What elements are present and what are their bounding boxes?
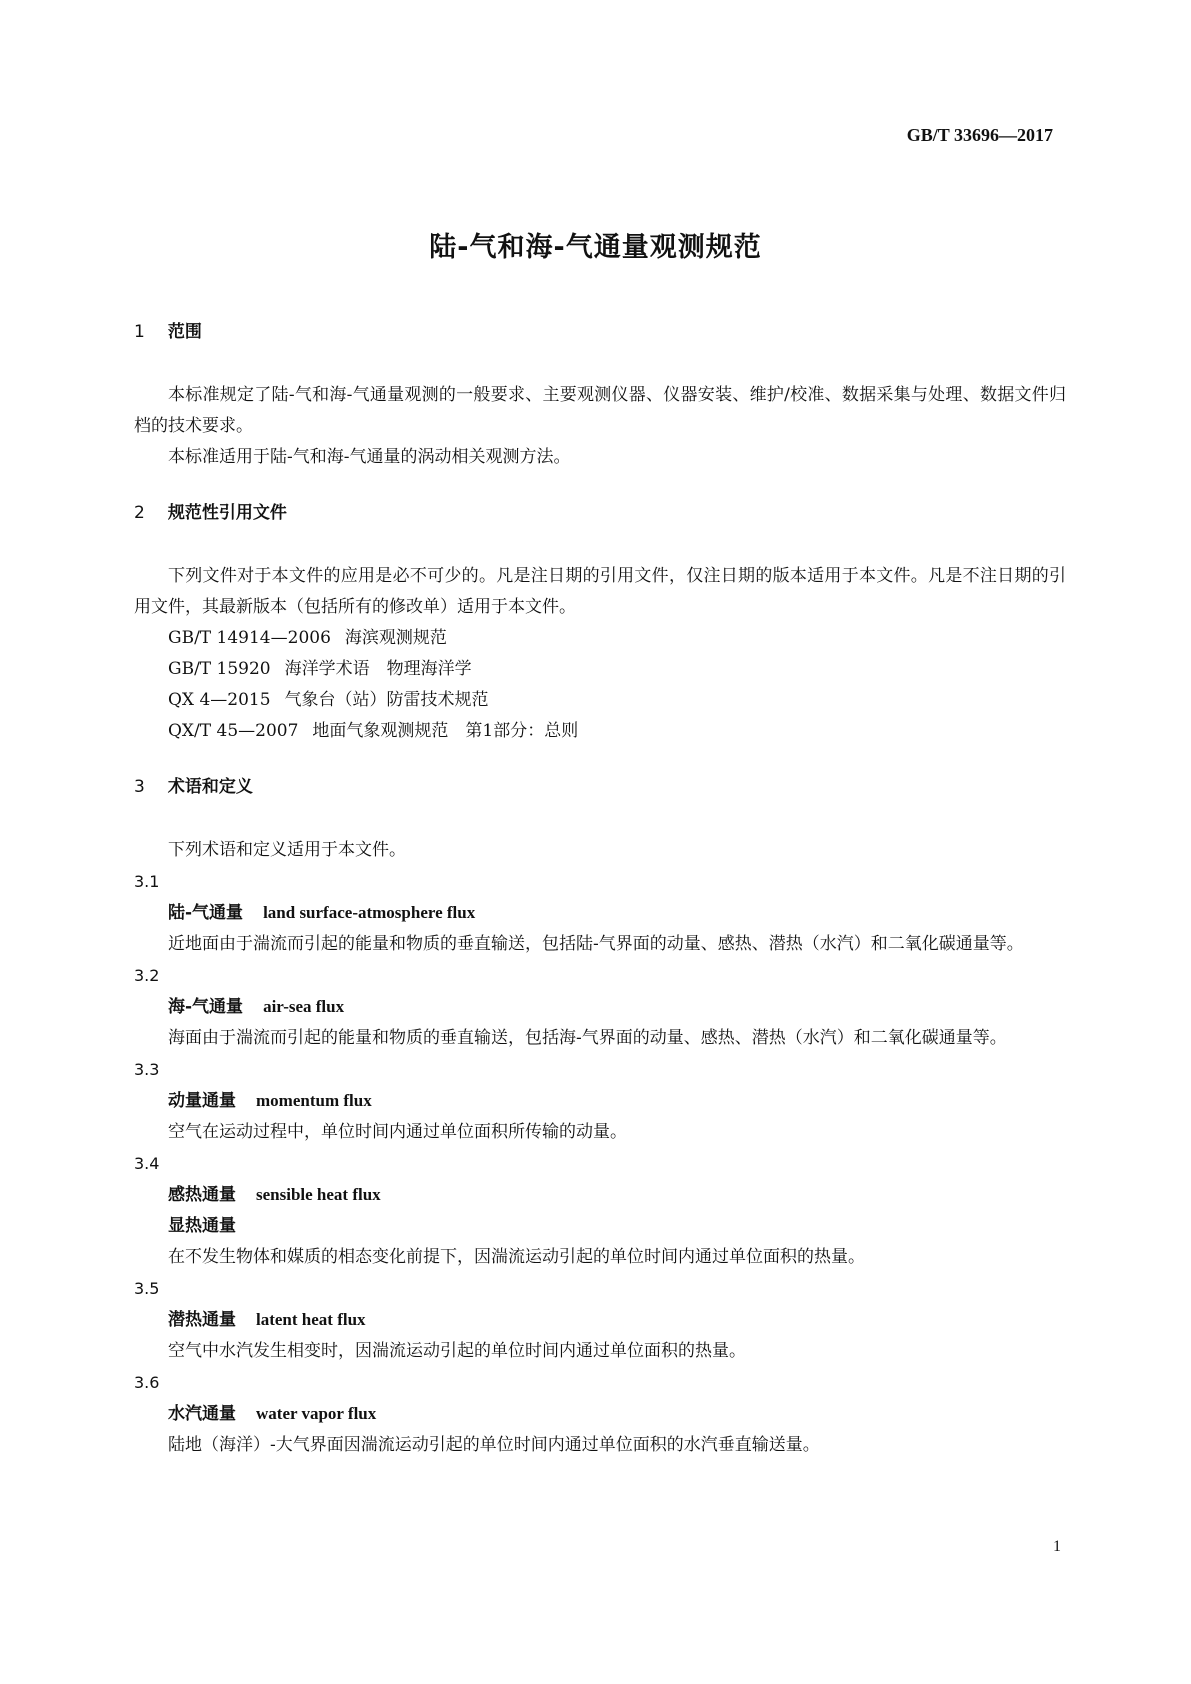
section-heading-scope (134, 320, 1066, 344)
term-number: 3.4 (134, 1154, 160, 1173)
term-number: 3.6 (134, 1373, 160, 1392)
term-zh: 海-气通量 (168, 997, 244, 1017)
term-name (134, 1179, 1066, 1211)
section-heading-terms-definitions (134, 775, 1066, 799)
term-definition: 空气中水汽发生相变时，因湍流运动引起的单位时间内通过单位面积的热量。 (168, 1341, 746, 1361)
term-zh: 感热通量 (168, 1185, 236, 1205)
term-alt-zh: 显热通量 (168, 1216, 236, 1236)
term-name (134, 897, 1066, 929)
reference-code: GB/T 15920 (168, 659, 271, 679)
document-body (134, 320, 1066, 1461)
term-en: latent heat flux (256, 1310, 366, 1329)
term-en: land surface-atmosphere flux (263, 903, 476, 922)
reference-title: 气象台（站）防雷技术规范 (284, 690, 489, 710)
section-number: 3 (134, 777, 145, 797)
term-en: sensible heat flux (256, 1185, 381, 1204)
term-number: 3.1 (134, 872, 160, 891)
term-number: 3.2 (134, 966, 160, 985)
paragraph: 下列术语和定义适用于本文件。 (168, 840, 406, 860)
paragraph: 本标准规定了陆-气和海-气通量观测的一般要求、主要观测仪器、仪器安装、维护/校准、数据采集与处理、数据文件归档的技术要求。 (134, 385, 1066, 436)
term-definition: 在不发生物体和媒质的相态变化前提下，因湍流运动引起的单位时间内通过单位面积的热量。 (168, 1247, 865, 1267)
term-name (134, 1304, 1066, 1336)
term-en: momentum flux (256, 1091, 372, 1110)
document-title: 陆-气和海-气通量观测规范 (429, 232, 762, 263)
section-title: 术语和定义 (167, 777, 253, 797)
term-definition: 海面由于湍流而引起的能量和物质的垂直输送，包括海-气界面的动量、感热、潜热（水汽）和二氧化碳通量等。 (168, 1028, 1007, 1048)
term-number: 3.3 (134, 1060, 160, 1079)
reference-item (134, 685, 1066, 716)
section-heading-normative-references (134, 501, 1066, 525)
section-title: 范围 (167, 322, 202, 342)
term-alt-name (134, 1211, 1066, 1242)
page-number: 1 (1053, 1538, 1061, 1555)
reference-title: 海滨观测规范 (344, 628, 447, 648)
section-number: 1 (134, 322, 145, 342)
reference-code: QX/T 45—2007 (168, 721, 299, 741)
term-definition: 近地面由于湍流而引起的能量和物质的垂直输送，包括陆-气界面的动量、感热、潜热（水汽）和二氧化碳通量等。 (168, 934, 1024, 954)
reference-code: GB/T 14914—2006 (168, 628, 331, 648)
term-en: air-sea flux (263, 997, 345, 1016)
term-number: 3.5 (134, 1279, 160, 1298)
reference-title: 海洋学术语 物理海洋学 (284, 659, 472, 679)
reference-item (134, 716, 1066, 747)
term-zh: 水汽通量 (168, 1404, 236, 1424)
paragraph: 本标准适用于陆-气和海-气通量的涡动相关观测方法。 (168, 447, 571, 467)
section-title: 规范性引用文件 (167, 503, 287, 523)
term-definition: 陆地（海洋）-大气界面因湍流运动引起的单位时间内通过单位面积的水汽垂直输送量。 (168, 1435, 820, 1455)
term-name (134, 1085, 1066, 1117)
term-definition: 空气在运动过程中，单位时间内通过单位面积所传输的动量。 (168, 1122, 627, 1142)
standard-code: GB/T 33696—2017 (906, 125, 1053, 145)
term-name (134, 1398, 1066, 1430)
term-zh: 动量通量 (168, 1091, 236, 1111)
reference-item (134, 623, 1066, 654)
reference-item (134, 654, 1066, 685)
term-name (134, 991, 1066, 1023)
paragraph: 下列文件对于本文件的应用是必不可少的。凡是注日期的引用文件，仅注日期的版本适用于本文件。凡是不注日期的引用文件，其最新版本（包括所有的修改单）适用于本文件。 (134, 566, 1066, 617)
reference-title: 地面气象观测规范 第1部分：总则 (312, 721, 579, 741)
term-zh: 潜热通量 (168, 1310, 236, 1330)
term-zh: 陆-气通量 (168, 903, 244, 923)
reference-code: QX 4—2015 (168, 690, 271, 710)
section-number: 2 (134, 503, 145, 523)
term-en: water vapor flux (256, 1404, 377, 1423)
